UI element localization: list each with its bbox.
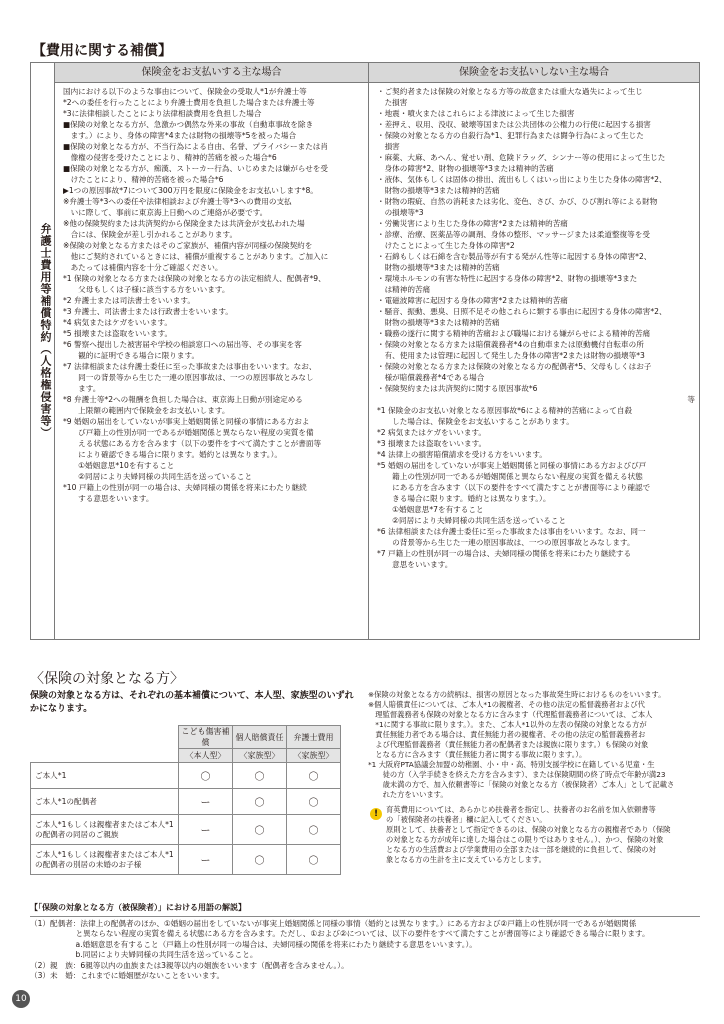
mark-cell: 〇	[287, 789, 341, 815]
note-line: ※個人賠償責任については、ご本人*1の親権者、その他の法定の監督義務者および代	[368, 700, 645, 709]
note-line: 歳未満の方で、加入依頼書等に「保険の対象となる方（被保険者）ご本人」として記載さ	[368, 780, 675, 789]
subheader-liability: 〈家族型〉	[233, 749, 287, 763]
note-line: ※保険の対象となる方の続柄は、損害の原因となった事故発生時におけるものをいいます。	[368, 690, 666, 699]
not-payable-line: きる場合に限ります。婚約とは異なります。）。	[377, 494, 551, 503]
payable-line: する意思をいいます。	[63, 494, 154, 503]
terms-body	[30, 919, 700, 982]
corner-cell	[31, 726, 179, 763]
side-label-cell	[31, 63, 55, 639]
payable-line: 像権の侵害を受けたことにより、精神的苦痛を被った場合*6	[63, 153, 277, 162]
payable-cases-column	[55, 83, 369, 639]
payable-line: ■保険の対象となる方が、痴漢、ストーカー行為、いじめまたは嫌がらせを受	[63, 164, 328, 173]
payable-line: ■保険の対象となる方が、不当行為による自由、名誉、プライバシーまたは肖	[63, 142, 328, 151]
warn-line: の「被保険者の扶養者」欄に記入してください。	[386, 815, 547, 824]
insured-notes	[368, 690, 698, 800]
payable-line: *2 弁護士または司法書士をいいます。	[63, 296, 195, 305]
mark-cell: ー	[179, 789, 233, 815]
not-payable-line: ・液体、気体もしくは固体の排出、流出もしくはいっ出により生じた身体の障害*2、	[377, 175, 667, 184]
not-payable-line: の背景等から生じた一連の原因事故は、一つの原因事故とみなします。	[377, 538, 635, 547]
coverage-table	[30, 62, 700, 640]
not-payable-line: た損害	[377, 98, 408, 107]
not-payable-line: ・麻薬、大麻、あへん、覚せい剤、危険ドラッグ、シンナー等の使用によって生じた	[377, 153, 666, 162]
payable-line: *5 損壊または盗取をいいます。	[63, 329, 173, 338]
not-payable-line: *2 病気またはケガをいいます。	[377, 428, 486, 437]
terms-divider	[30, 916, 700, 917]
subheader-lawyer: 〈家族型〉	[287, 749, 341, 763]
header-lawyer: 弁護士費用	[287, 726, 341, 749]
not-payable-line: 財物の損壊等*3または精神的苦痛	[377, 263, 500, 272]
mark-cell: 〇	[233, 845, 287, 875]
warn-line: 象となる方の生計を主に支えている方とします。	[386, 855, 546, 864]
payable-line: 父母もしくは子様に該当する方をいいます。	[63, 285, 230, 294]
not-payable-line: ・地震・噴火またはこれらによる津波によって生じた損害	[377, 109, 575, 118]
warn-line: 原則として、扶養者として指定できるのは、保険の対象となる方の親権者であり（保険	[386, 825, 671, 834]
payable-line: あたっては補償内容を十分ご確認ください。	[63, 263, 223, 272]
not-payable-line: 等	[687, 395, 695, 404]
note-line: 理監督義務者も保険の対象となる方に含みます（代理監督義務者については、ご本人	[368, 710, 653, 719]
mark-cell: 〇	[233, 815, 287, 845]
payable-line: *2への委任を行ったことにより弁護士費用を負担した場合または弁護士等	[63, 98, 315, 107]
not-payable-line: ・差押え、収用、没収、破壊等国または公共団体の公権力の行使に起因する損害	[377, 120, 651, 129]
payable-line: *6 警察へ提出した被害届や学校の相談窓口への届出等、その事実を客	[63, 340, 302, 349]
payable-line: 国内における以下のような事由について、保険金の受取人*1が弁護士等	[63, 87, 307, 96]
not-payable-line: は精神的苦痛	[377, 285, 431, 294]
payable-line: 同一の背景等から生じた一連の原因事故は、一つの原因事故とみなし	[63, 373, 314, 382]
page-number: 10	[12, 990, 30, 1008]
not-payable-line: ・保険の対象となる方または賠償義務者*4の自動車または原動機付自転車の所	[377, 340, 644, 349]
not-payable-line: ・保険の対象となる方または保険の対象となる方の配偶者*5、父母もしくはお子	[377, 362, 652, 371]
not-payable-line: 財物の損壊等*3または精神的苦痛	[377, 318, 500, 327]
not-payable-line: ・保険の対象となる方の自殺行為*1、犯罪行為または闘争行為によって生じた	[377, 131, 644, 140]
not-payable-line: ・労働災害により生じた身体の障害*2または精神的苦痛	[377, 219, 568, 228]
payable-line: ※弁護士等*3への委任や法律相談および弁護士等*3への費用の支払	[63, 197, 292, 206]
note-line: となる方に含みます（責任無能力者に関する事故に限ります。）。	[368, 750, 587, 759]
not-payable-line: した場合は、保険金をお支払いすることがあります。	[377, 417, 574, 426]
not-payable-line: ・騒音、振動、悪臭、日照不足その他これらに類する事由に起因する身体の障害*2、	[377, 307, 667, 316]
not-payable-line: *4 法律上の損害賠償請求を受ける方をいいます。	[377, 450, 547, 459]
payable-line: ※他の保険契約または共済契約から保険金または共済金が支払われた場	[63, 219, 305, 228]
note-line: *1に関する事故に限ります。）。また、ご本人*1以外の左表の保険の対象となる方が	[368, 720, 647, 729]
not-payable-line: 身体の障害*2、財物の損壊等*3または精神的苦痛	[377, 164, 554, 173]
mark-cell: 〇	[233, 789, 287, 815]
payable-line: ▶1つの原因事故*7について300万円を限度に保険金をお支払いします*8。	[63, 186, 318, 195]
not-payable-line: ・職務の遂行に関する精神的苦痛および職場における嫌がらせによる精神的苦痛	[377, 329, 651, 338]
payable-line: *10 戸籍上の性別が同一の場合は、夫婦同様の関係を将来にわたり継続	[63, 483, 307, 492]
not-payable-line: 有、使用または管理に起因して発生した身体の障害*2または財物の損壊等*3	[377, 351, 645, 360]
warning-icon: !	[370, 808, 382, 820]
not-payable-line: ・財物の瑕疵、自然の消耗または劣化、変色、さび、かび、ひび割れ等による財物	[377, 197, 658, 206]
insured-intro-text: 保険の対象となる方は、それぞれの基本補償について、本人型、家族型のいずれかになります。	[30, 691, 354, 714]
payable-line: ※保険の対象となる方またはそのご家族が、補償内容が同様の保険契約を	[63, 241, 313, 250]
payable-line: *3に法律相談したことにより法律相談費用を負担した場合	[63, 109, 262, 118]
scholarship-note	[386, 805, 698, 865]
mark-cell: 〇	[179, 763, 233, 789]
not-payable-line: ②同居により夫婦同様の共同生活を送っていること	[377, 516, 567, 525]
payable-line: 観的に証明できる場合に限ります。	[63, 351, 200, 360]
not-payable-line: ・電磁波障害に起因する身体の障害*2または精神的苦痛	[377, 296, 568, 305]
warn-line: 育英費用については、あらかじめ扶養者を指定し、扶養者のお名前を加入依頼書等	[386, 805, 656, 814]
not-payable-line: にある方を含みます（以下の要件をすべて満たすことが書面等により確認で	[377, 483, 651, 492]
not-payable-line: ・保険契約または共済契約に関する原因事故*6	[377, 384, 538, 393]
insured-table	[30, 725, 341, 875]
payable-line: 合には、保険金が差し引かれることがあります。	[63, 230, 238, 239]
not-payable-cases-column	[369, 83, 699, 639]
header-payable: 保険金をお支払いする主な場合	[55, 63, 369, 83]
side-label-text: 弁護士費用等補償特約（人格権侵害等）	[39, 223, 52, 439]
row-label: ご本人*1もしくは親権者またはご本人*1の配偶者の別居の未婚のお子様	[31, 845, 179, 875]
not-payable-line: ・石綿もしくは石綿を含む製品等が有する発がん性等に起因する身体の障害*2、	[377, 252, 652, 261]
payable-line: *3 弁護士、司法書士または行政書士をいいます。	[63, 307, 233, 316]
note-line: 責任無能力者である場合は、責任無能力者の親権者、その他の法定の監督義務者お	[368, 730, 646, 739]
payable-line: 上限額の範囲内で保険金をお支払いします。	[63, 406, 230, 415]
payable-line: 他にご契約されているときには、補償が重複することがあります。ご加入に	[63, 252, 329, 261]
payable-line: ■保険の対象となる方が、急激かつ偶然な外来の事故（自動車事故を除き	[63, 120, 314, 129]
warn-line: の対象となる方が成年に達した場合はこの限りではありません。）、かつ、保険の対象	[386, 835, 664, 844]
term-line: b.同居により夫婦同様の共同生活を送っていること。	[30, 950, 258, 959]
not-payable-line: ①婚姻意思*7を有すること	[377, 505, 484, 514]
payable-line: けたことにより、精神的苦痛を被った場合*6	[63, 175, 224, 184]
payable-line: により確認できる場合に限ります。婚約とは異なります。）。	[63, 450, 282, 459]
payable-line: ②同居により夫婦同様の共同生活を送っていること	[63, 472, 253, 481]
term-line: （2）親 族：6親等以内の血族または3親等以内の姻族をいいます（配偶者を含みません。）。	[30, 960, 349, 970]
mark-cell: ー	[179, 815, 233, 845]
note-line: れた方をいいます。	[368, 790, 448, 799]
not-payable-line: けたことによって生じた身体の障害*2	[377, 241, 515, 250]
mark-cell: 〇	[287, 845, 341, 875]
term-line: a.婚姻意思を有すること（戸籍上の性別が同一の場合は、夫婦同様の関係を将来にわたり継続する意思をいいます。）。	[30, 939, 477, 949]
note-line: 徒の方（入学手続きを終えた方を含みます）、または保険期間の終了時点で年齢が満23	[368, 770, 666, 779]
note-line: *1 大阪府PTA協議会加盟の幼稚園、小・中・高、特別支援学校に在籍している児童・生	[368, 760, 655, 769]
header-liability: 個人賠償責任	[233, 726, 287, 749]
note-line: よび代理監督義務者（責任無能力者の配偶者または親族に限ります。）も保険の対象	[368, 740, 649, 749]
section-title-insured: 〈保険の対象となる方〉	[30, 671, 184, 687]
payable-line: *4 病気またはケガをいいます。	[63, 318, 172, 327]
not-payable-line: ・環境ホルモンの有害な特性に起因する身体の障害*2、財物の損壊等*3また	[377, 274, 638, 283]
payable-line: ます。）により、身体の障害*4または財物の損壊等*5を被った場合	[63, 131, 297, 140]
payable-line: える状態にある方を含みます（以下の要件をすべて満たすことが書面等	[63, 439, 322, 448]
mark-cell: 〇	[287, 763, 341, 789]
payable-line: *9 婚姻の届出をしていないが事実上婚姻関係と同様の事情にある方およ	[63, 417, 310, 426]
not-payable-line: *1 保険金のお支払い対象となる原因事故*6による精神的苦痛によって自殺	[377, 406, 633, 415]
mark-cell: ー	[179, 845, 233, 875]
not-payable-line: 意思をいいます。	[377, 560, 453, 569]
term-line: （1）配偶者：法律上の配偶者のほか、①婚姻の届出をしていないが事実上婚姻関係と同様の事情（婚約とは異なります。）にある方および②戸籍上の性別が同一であるが婚姻関係	[30, 918, 637, 928]
row-label: ご本人*1	[31, 763, 179, 789]
not-payable-line: *7 戸籍上の性別が同一の場合は、夫婦同様の関係を将来にわたり継続する	[377, 549, 632, 558]
payable-line: び戸籍上の性別が同一であるが婚姻関係と異ならない程度の実質を備	[63, 428, 314, 437]
row-label: ご本人*1の配偶者	[31, 789, 179, 815]
payable-line: ます。	[63, 384, 101, 393]
terms-title: 【「保険の対象となる方（被保険者）」における用語の解説】	[30, 903, 246, 912]
warn-line: となる方の生活費および学業費用の全部または一部を継続的に負担して、保険の対	[386, 845, 656, 854]
payable-line: *7 法律相談または弁護士委任に至った事故または事由をいいます。なお、	[63, 362, 317, 371]
not-payable-line: の損壊等*3	[377, 208, 424, 217]
term-line: と異ならない程度の実質を備える状態にある方を含みます。ただし、①および②については、以下の要件をすべて満たすことが書面等により確認できる場合に限ります。	[30, 929, 650, 938]
term-line: （3）未 婚：これまでに婚姻歴がないことをいいます。	[30, 971, 225, 980]
not-payable-line: *6 法律相談または弁護士委任に至った事故または事由をいいます。なお、同一	[377, 527, 646, 536]
mark-cell: 〇	[287, 815, 341, 845]
not-payable-line: ・ご契約者または保険の対象となる方等の故意または重大な過失によって生じ	[377, 87, 643, 96]
payable-line: ①婚姻意思*10を有すること	[63, 461, 175, 470]
payable-line: *8 弁護士等*2への報酬を負担した場合は、東京海上日動が別途定める	[63, 395, 303, 404]
payable-line: *1 保険の対象となる方または保険の対象となる方の法定相続人、配偶者*9、	[63, 274, 326, 283]
not-payable-line: *5 婚姻の届出をしていないが事実上婚姻関係と同様の事情にある方およびび戸	[377, 461, 647, 470]
subheader-child-injury: 〈本人型〉	[179, 749, 233, 763]
not-payable-line: ・診療、治療、医薬品等の調剤、身体の整形、マッサージまたは柔道整復等を受	[377, 230, 650, 239]
not-payable-line: 財物の損壊等*3または精神的苦痛	[377, 186, 500, 195]
mark-cell: 〇	[233, 763, 287, 789]
payable-line: いに際して、事前に東京海上日動へのご連絡が必要です。	[63, 208, 268, 217]
header-child-injury: こども傷害補償	[179, 726, 233, 749]
not-payable-line: 様が賠償義務者*4である場合	[377, 373, 485, 382]
header-not-payable: 保険金をお支払いしない主な場合	[369, 63, 699, 83]
not-payable-line: *3 損壊または盗取をいいます。	[377, 439, 487, 448]
row-label: ご本人*1もしくは親権者またはご本人*1の配偶者の同居のご親族	[31, 815, 179, 845]
section-title-costs: 【費用に関する補償】	[32, 43, 172, 59]
not-payable-line: 籍上の性別が同一であるが婚姻関係と異ならない程度の実質を備える状態	[377, 472, 643, 481]
terms-glossary	[30, 903, 700, 982]
not-payable-line: 損害	[377, 142, 400, 151]
